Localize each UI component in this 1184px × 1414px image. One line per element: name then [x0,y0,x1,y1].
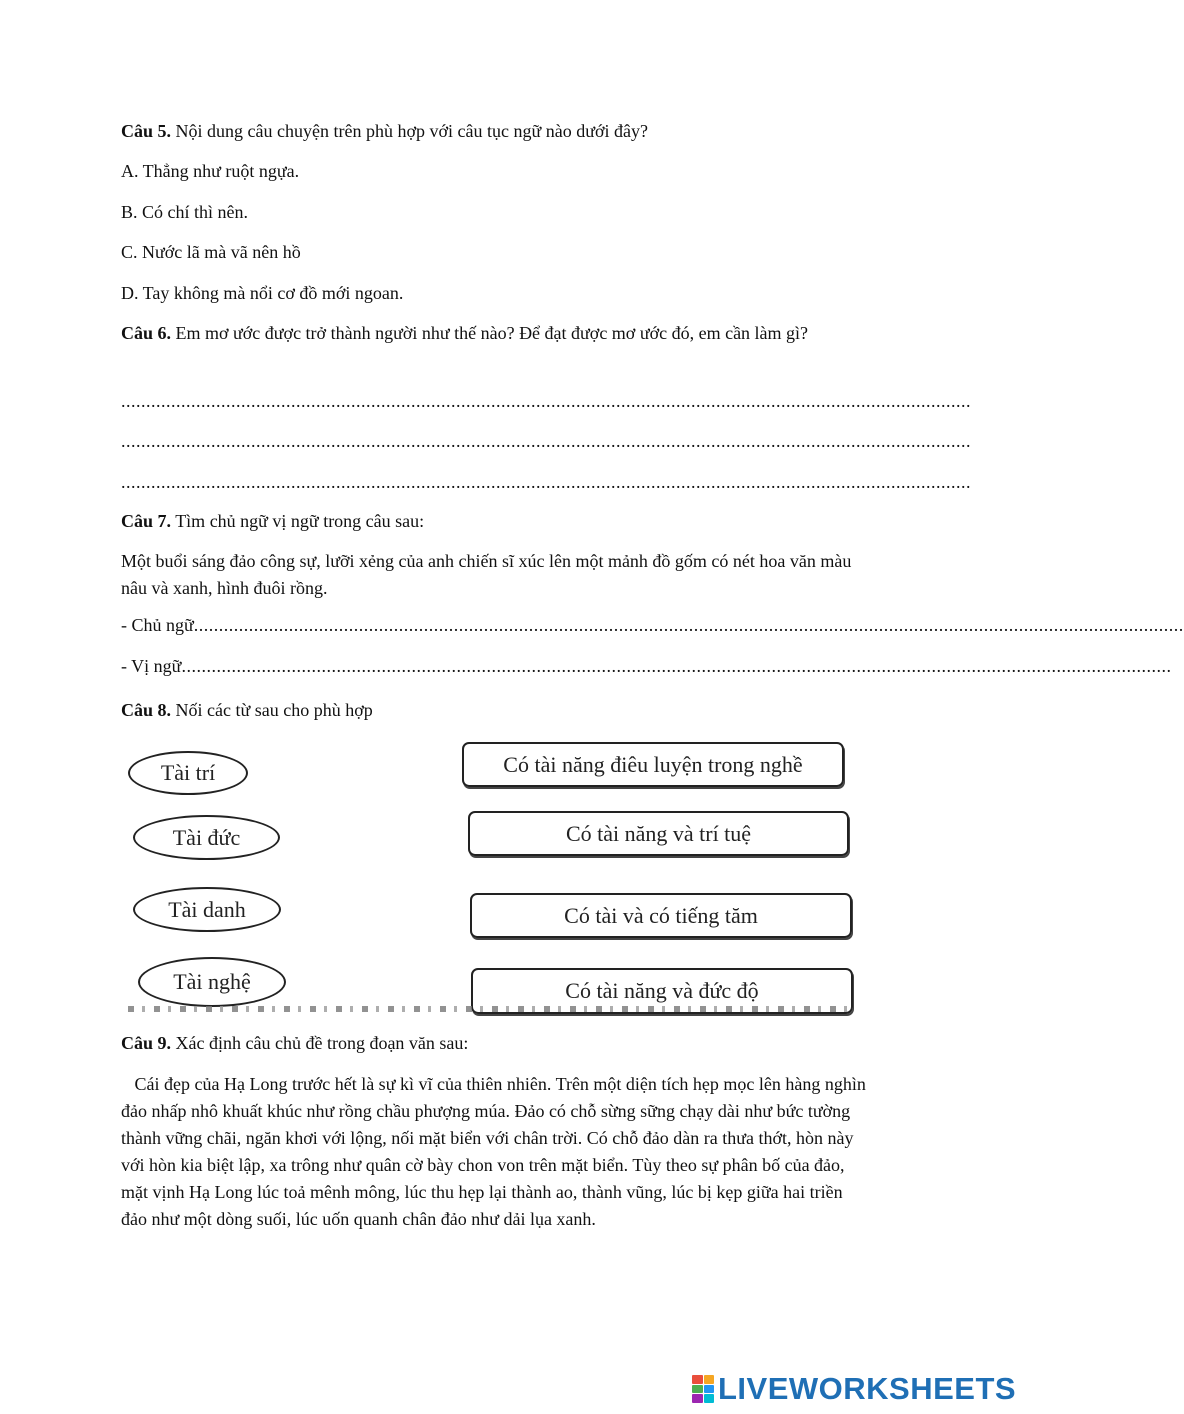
question-7 [121,508,869,535]
option-c: C. Nước lã mà vã nên hồ [121,242,301,262]
question-5-label: Câu 5. [121,121,172,141]
term-tai-duc[interactable]: Tài đức [133,815,280,860]
term-tai-nghe[interactable]: Tài nghệ [138,957,286,1007]
option-b: B. Có chí thì nên. [121,202,248,222]
answer-line-3[interactable]: .......................................................................................................................................................................... [121,472,971,492]
answer-line-1[interactable]: .......................................................................................................................................................................... [121,391,971,411]
question-7-sentence: Một buổi sáng đảo công sự, lưỡi xẻng của anh chiến sĩ xúc lên một mảnh đồ gốm có nét hoa văn màu nâu và xanh, hình đuôi rồng. [121,551,852,598]
question-8 [121,697,869,724]
question-7-text: Tìm chủ ngữ vị ngữ trong câu sau: [171,511,425,531]
meaning-2[interactable]: Có tài năng và trí tuệ [468,811,849,856]
question-9 [121,1030,869,1057]
liveworksheets-logo [692,1373,1016,1405]
question-8-label: Câu 8. [121,700,172,720]
meaning-3[interactable]: Có tài và có tiếng tăm [470,893,852,938]
subject-label: - Chủ ngữ [121,615,194,635]
meaning-4[interactable]: Có tài năng và đức độ [471,968,853,1014]
predicate-label: - Vị ngữ [121,656,182,676]
predicate-dots[interactable]: ...................................................................................................................................................................................................... [181,656,1172,676]
question-6 [121,320,869,347]
liveworksheets-wordmark: LIVEWORKSHEETS [718,1371,1017,1406]
question-7-label: Câu 7. [121,511,172,531]
term-tai-danh[interactable]: Tài danh [133,887,281,932]
meaning-1[interactable]: Có tài năng điêu luyện trong nghề [462,742,844,787]
liveworksheets-icon [692,1375,714,1403]
question-5-text: Nội dung câu chuyện trên phù hợp với câu tục ngữ nào dưới đây? [171,121,648,141]
subject-line[interactable] [121,615,1184,642]
question-6-text: Em mơ ước được trở thành người như thế nào? Để đạt được mơ ước đó, em cần làm gì? [171,323,809,343]
question-5 [121,118,869,145]
question-9-paragraph: Cái đẹp của Hạ Long trước hết là sự kì vĩ của thiên nhiên. Trên một diện tích hẹp mọc lên hàng nghìn đảo nhấp nhô khuất khúc như rồng chầu phượng múa. Đảo có chỗ sừng sững chạy dài như bức tường thành vững chãi, ngăn khơi với lộng, nối mặt biển với chân trời. Có chỗ đảo dàn ra thưa thớt, hòn này với hòn kia biệt lập, xa trông như quân cờ bày chon von trên mặt biển. Tùy theo sự phân bố của đảo, mặt vịnh Hạ Long lúc toả mênh mông, lúc thu hẹp lại thành ao, thành vũng, lúc bị kẹp giữa hai triền đảo như một dòng suối, lúc uốn quanh chân đảo như dải lụa xanh. [121,1074,871,1229]
subject-dots[interactable]: ...................................................................................................................................................................................................... [193,615,1184,635]
option-a: A. Thẳng như ruột ngựa. [121,161,300,181]
predicate-line[interactable] [121,656,1172,683]
question-6-label: Câu 6. [121,323,172,343]
question-9-label: Câu 9. [121,1033,172,1053]
option-d: D. Tay không mà nổi cơ đồ mới ngoan. [121,283,404,303]
question-8-text: Nối các từ sau cho phù hợp [171,700,373,720]
question-9-text: Xác định câu chủ đề trong đoạn văn sau: [171,1033,469,1053]
answer-line-2[interactable]: .......................................................................................................................................................................... [121,431,971,451]
term-tai-tri[interactable]: Tài trí [128,751,248,795]
